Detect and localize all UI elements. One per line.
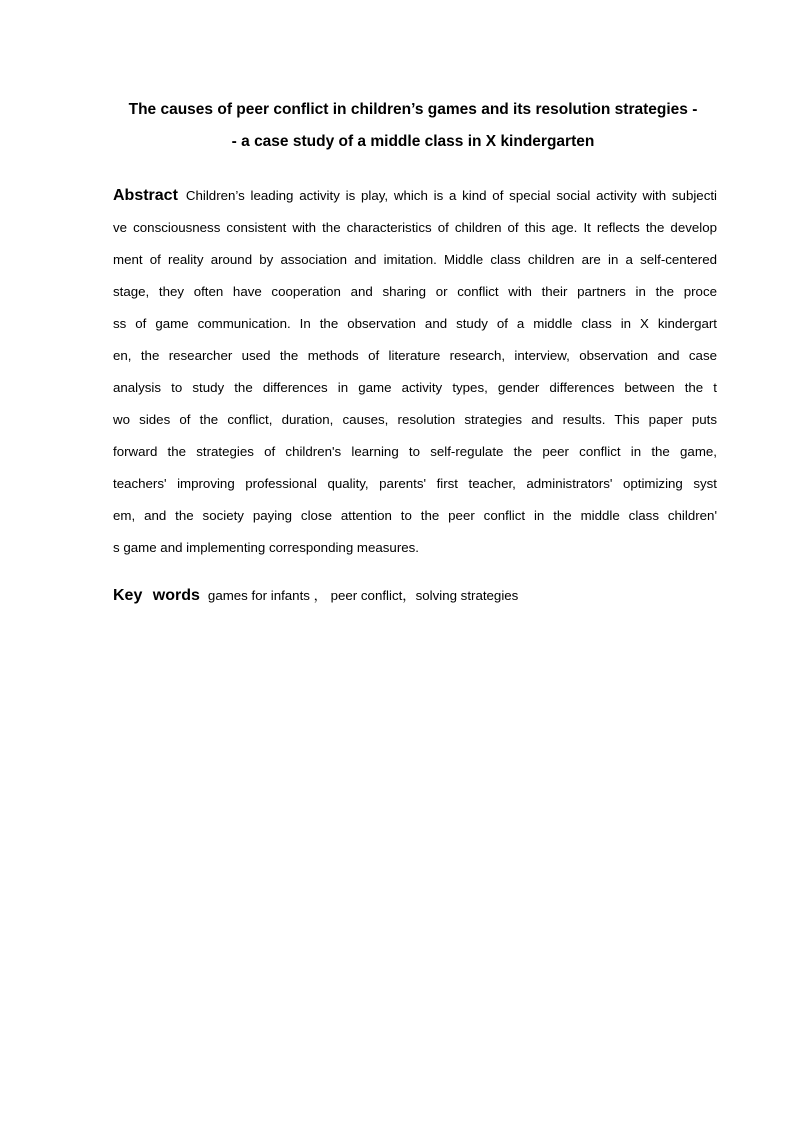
- abstract-line: wo sides of the conflict, duration, causes, resolution strategies and results. This paper puts: [113, 412, 717, 427]
- abstract-line: ss of game communication. In the observation and study of a middle class in X kindergart: [113, 316, 717, 331]
- keywords-text: games for infants ， peer conflict，solving strategies: [207, 588, 519, 603]
- abstract-line: en, the researcher used the methods of literature research, interview, observation and case: [113, 348, 717, 363]
- abstract-line: analysis to study the differences in game activity types, gender differences between the t: [113, 380, 717, 395]
- abstract-line: ve consciousness consistent with the characteristics of children of this age. It reflects the develop: [113, 220, 717, 235]
- abstract-line: ment of reality around by association and imitation. Middle class children are in a self-centered: [113, 252, 717, 267]
- abstract-heading: Abstract: [113, 187, 178, 204]
- paper-title-line-1: The causes of peer conflict in children’s games and its resolution strategies -: [128, 101, 698, 118]
- paper-title-line-2: - a case study of a middle class in X kindergarten: [231, 133, 595, 150]
- abstract-line: [113, 180, 717, 212]
- abstract-line: s game and implementing corresponding measures.: [113, 540, 419, 555]
- abstract-line: forward the strategies of children's learning to self-regulate the peer conflict in the game,: [113, 444, 717, 459]
- keywords-heading: Key words: [113, 587, 200, 604]
- abstract-text: Children’s leading activity is play, which is a kind of special social activity with subjecti: [185, 188, 717, 203]
- abstract-line: stage, they often have cooperation and sharing or conflict with their partners in the proce: [113, 284, 717, 299]
- keywords-section: [113, 580, 717, 612]
- abstract-section: [113, 180, 717, 564]
- abstract-line: em, and the society paying close attention to the peer conflict in the middle class children': [113, 508, 717, 523]
- abstract-line: teachers' improving professional quality, parents' first teacher, administrators' optimizing syst: [113, 476, 717, 491]
